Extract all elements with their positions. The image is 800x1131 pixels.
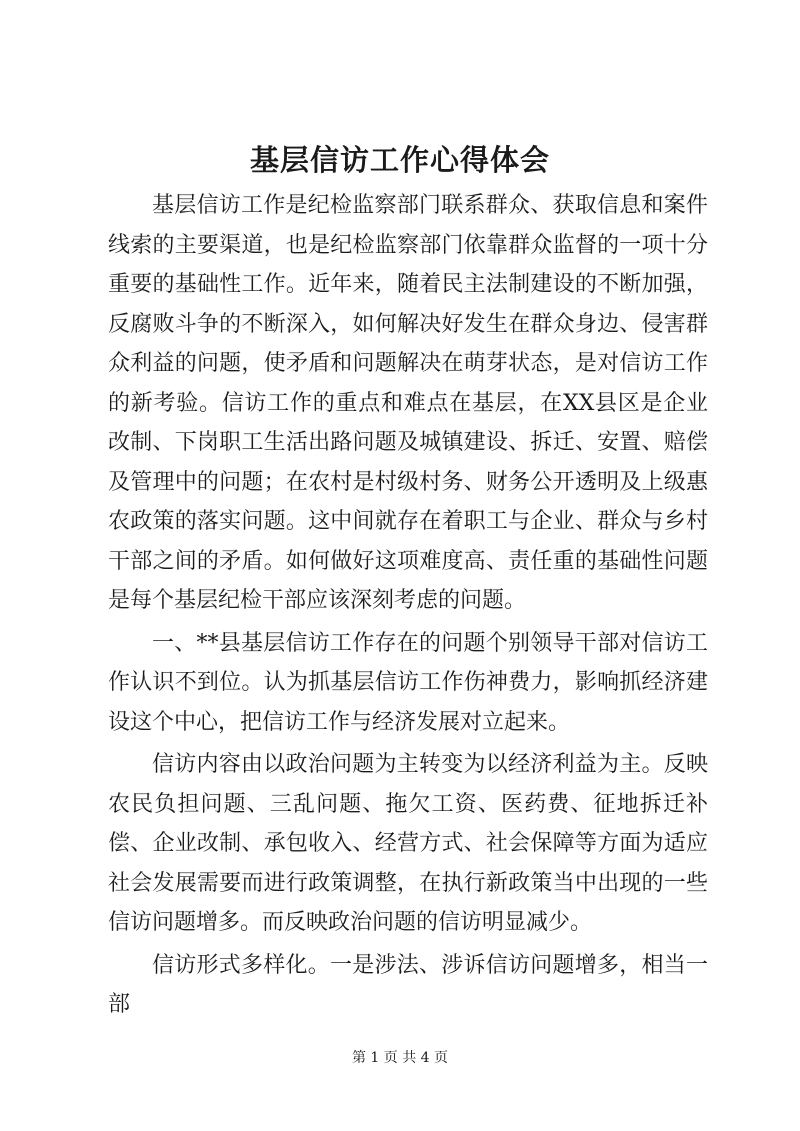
document-title: 基层信访工作心得体会 bbox=[249, 143, 550, 177]
paragraph-3: 信访内容由以政治问题为主转变为以经济利益为主。反映农民负担问题、三乱问题、拖欠工资、医药费、征地拆迁补偿、企业改制、承包收入、经营方式、社会保障等方面为适应社会发展需要而进行政策调整，在执行新政策当中出现的一些信访问题增多。而反映政治问题的信访明显减少。 bbox=[108, 752, 708, 935]
page-footer: 第 1 页 共 4 页 bbox=[351, 1050, 449, 1066]
paragraph-2: 一、**县基层信访工作存在的问题个别领导干部对信访工作认识不到位。认为抓基层信访工作伤神费力，影响抓经济建设这个中心，把信访工作与经济发展对立起来。 bbox=[108, 630, 708, 735]
paragraph-4: 信访形式多样化。一是涉法、涉诉信访问题增多，相当一部 bbox=[108, 952, 708, 1017]
document-body bbox=[108, 186, 708, 1028]
paragraph-1: 基层信访工作是纪检监察部门联系群众、获取信息和案件线索的主要渠道，也是纪检监察部门依靠群众监督的一项十分重要的基础性工作。近年来，随着民主法制建设的不断加强，反腐败斗争的不断深入，如何解决好发生在群众身边、侵害群众利益的问题，使矛盾和问题解决在萌芽状态，是对信访工作的新考验。信访工作的重点和难点在基层，在XX县区是企业改制、下岗职工生活出路问题及城镇建设、拆迁、安置、赔偿及管理中的问题；在农村是村级村务、财务公开透明及上级惠农政策的落实问题。这中间就存在着职工与企业、群众与乡村干部之间的矛盾。如何做好这项难度高、责任重的基础性问题是每个基层纪检干部应该深刻考虑的问题。 bbox=[108, 193, 708, 613]
